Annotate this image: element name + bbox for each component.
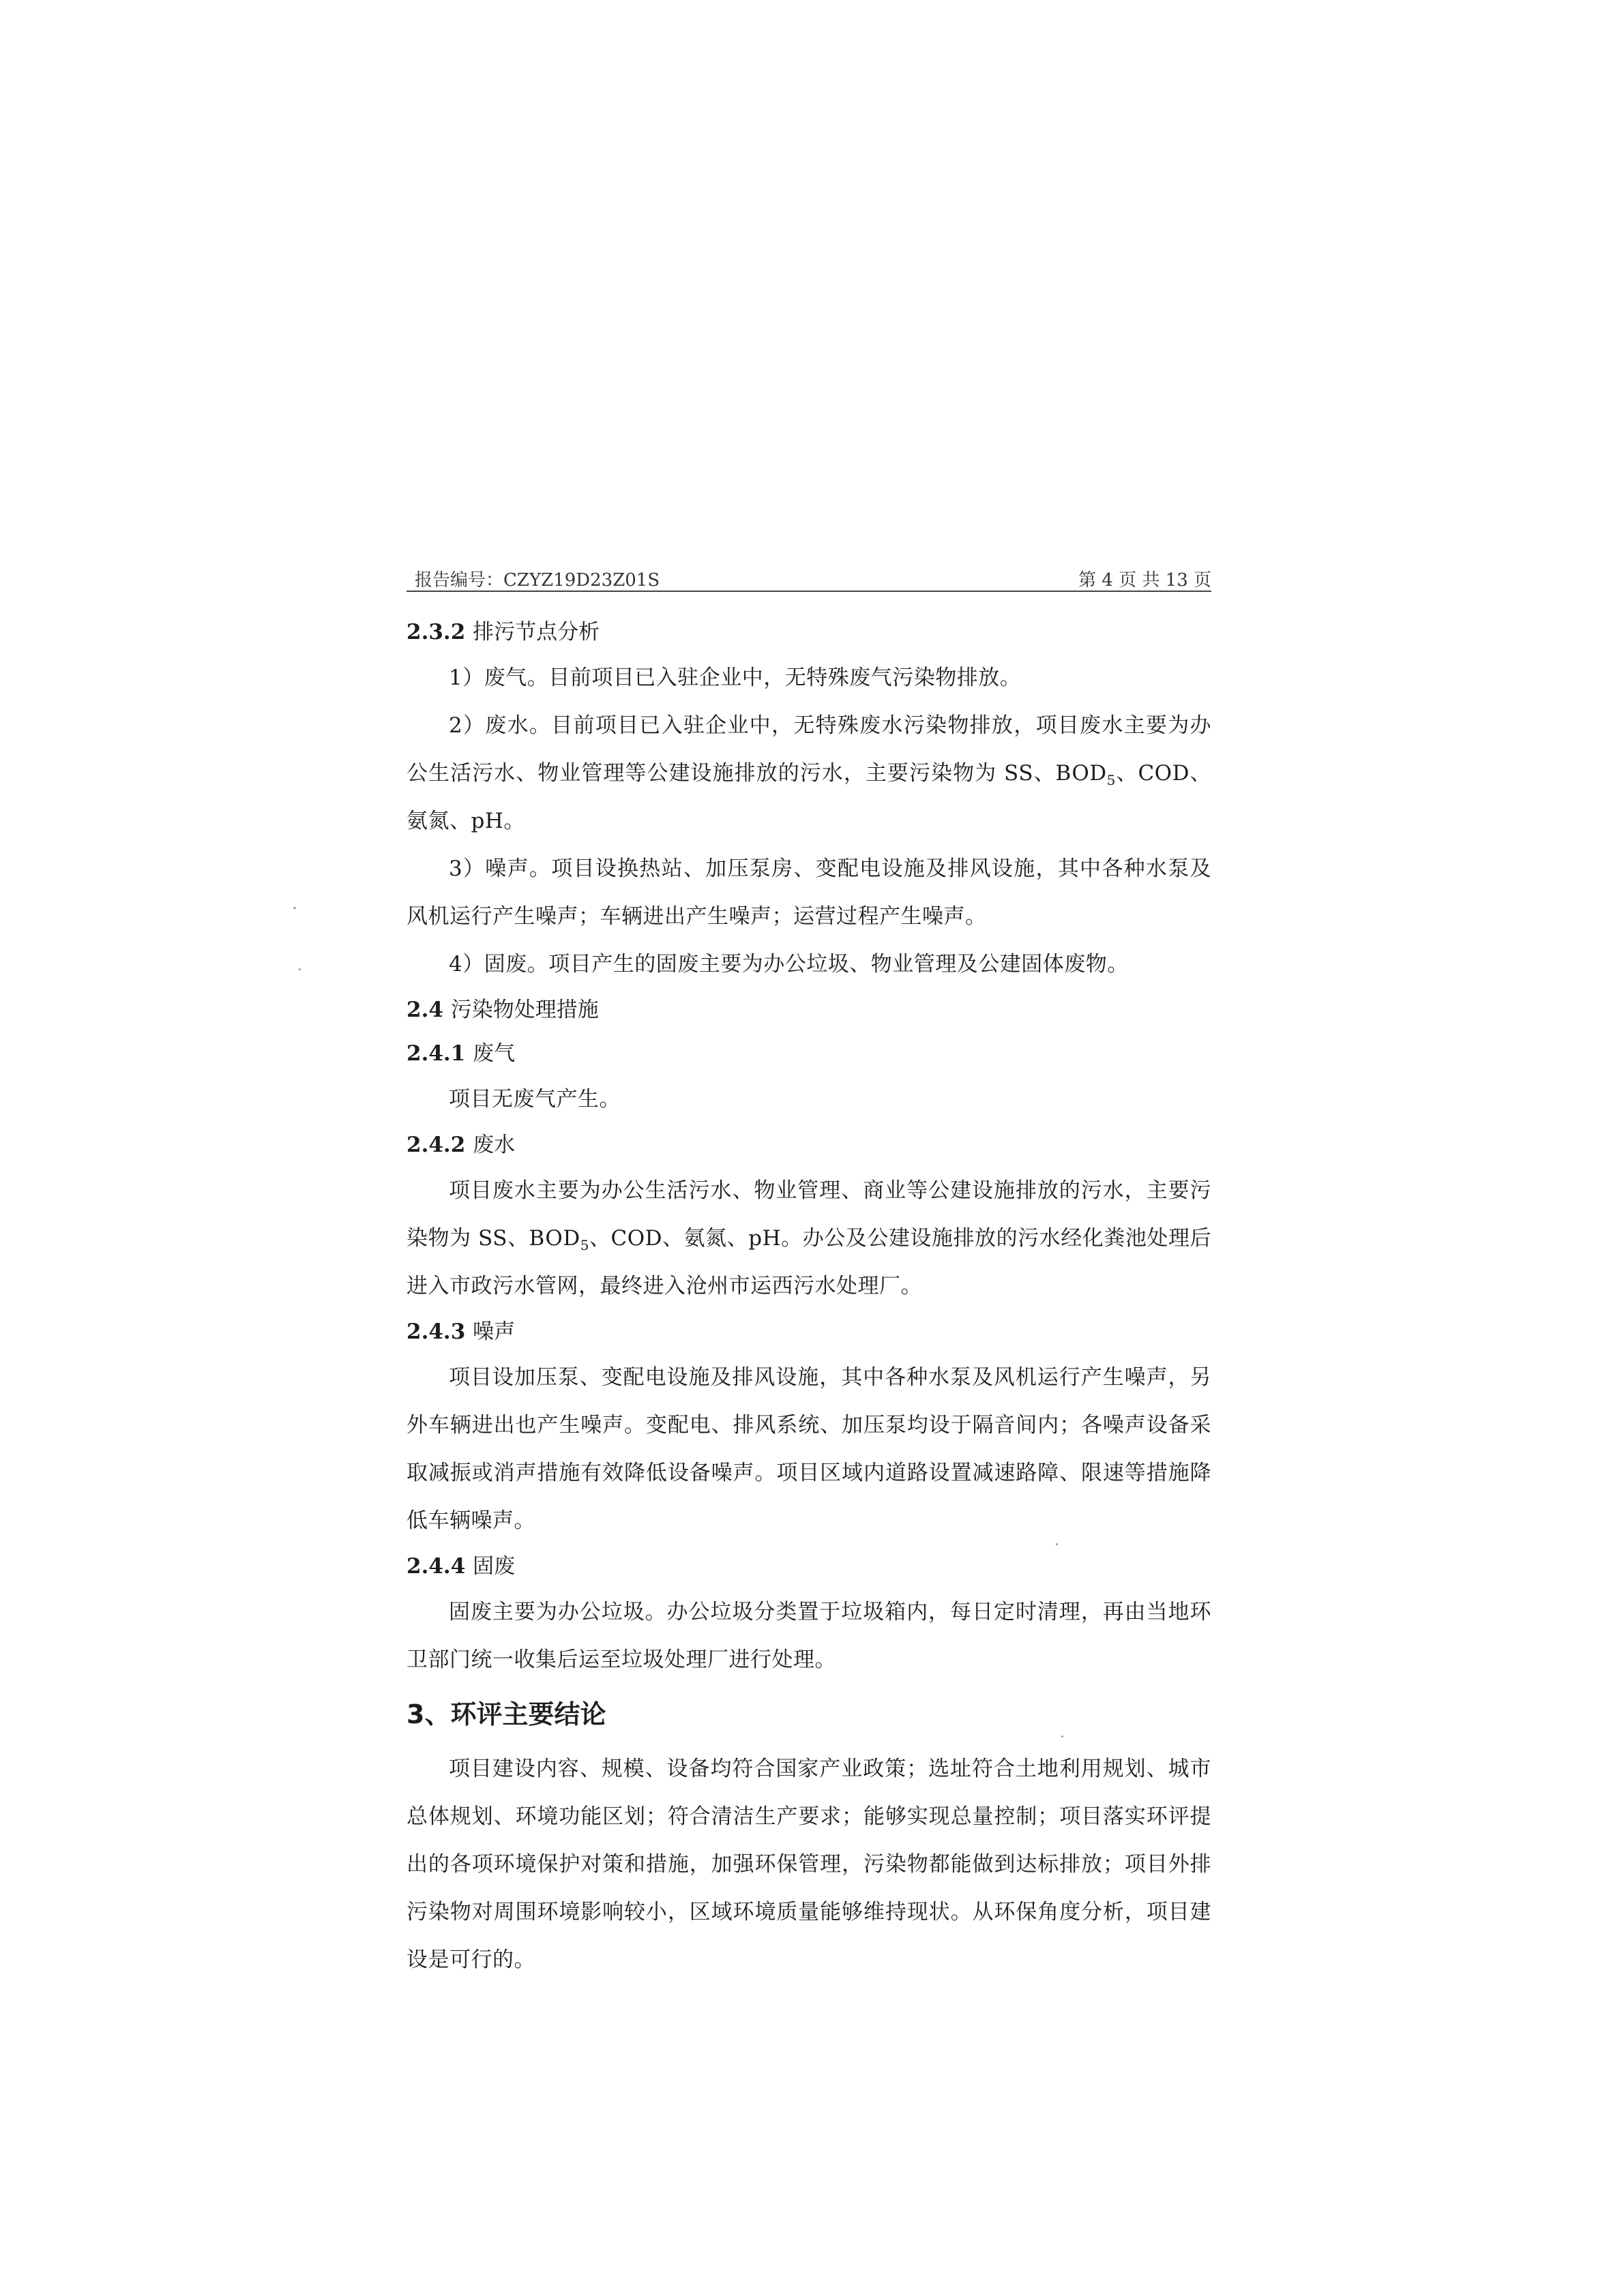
conclusion-text: 项目建设内容、规模、设备均符合国家产业政策；选址符合土地利用规划、城市总体规划、环境功能区划；符合清洁生产要求；能够实现总量控制；项目落实环评提出的各项环境保护对策和措施，加强环保管理，污染物都能做到达标排放；项目外排污染物对周围环境影响较小，区域环境质量能够维持现状。从环保角度分析，项目建设是可行的。 xyxy=(407,1757,1211,1972)
document-body xyxy=(407,610,1211,1984)
heading-2-4-1: 2.4.1 废气 xyxy=(407,1041,516,1066)
heading-2-4-3: 2.4.3 噪声 xyxy=(407,1320,516,1344)
item-waste-gas: 1）废气。目前项目已入驻企业中，无特殊废气污染物排放。 xyxy=(449,666,1022,690)
item-waste-water: 2）废水。目前项目已入驻企业中，无特殊废水污染物排放，项目废水主要为办公生活污水、物业管理等公建设施排放的污水，主要污染物为 SS、$BOD_5$、COD、氨氮、pH。 xyxy=(407,713,1211,833)
solid-waste-text: 固废主要为办公垃圾。办公垃圾分类置于垃圾箱内，每日定时清理，再由当地环卫部门统一收集后运至垃圾处理厂进行处理。 xyxy=(407,1600,1211,1672)
scan-speck xyxy=(293,907,296,909)
scan-speck xyxy=(1056,1543,1058,1545)
scan-speck xyxy=(299,968,301,970)
heading-2-3-2: 2.3.2 排污节点分析 xyxy=(407,620,600,644)
noise-text: 项目设加压泵、变配电设施及排风设施，其中各种水泵及风机运行产生噪声，另外车辆进出也产生噪声。变配电、排风系统、加压泵均设于隔音间内；各噪声设备采取减振或消声措施有效降低设备噪声。项目区域内道路设置减速路障、限速等措施降低车辆噪声。 xyxy=(407,1365,1211,1533)
heading-2-4: 2.4 污染物处理措施 xyxy=(407,998,599,1022)
report-number: 报告编号：CZYZ19D23Z01S xyxy=(415,570,660,591)
page-header xyxy=(407,558,1211,592)
header-divider xyxy=(407,591,1211,592)
heading-2-4-4: 2.4.4 固废 xyxy=(407,1554,516,1579)
page-number: 第 4 页 共 13 页 xyxy=(1078,570,1211,591)
heading-3-conclusion: 3、环评主要结论 xyxy=(407,1699,606,1729)
scan-speck xyxy=(1061,1735,1063,1738)
item-noise: 3）噪声。项目设换热站、加压泵房、变配电设施及排风设施，其中各种水泵及风机运行产生噪声；车辆进出产生噪声；运营过程产生噪声。 xyxy=(407,856,1211,929)
waste-water-text: 项目废水主要为办公生活污水、物业管理、商业等公建设施排放的污水，主要污染物为 SS、$BOD_5$、COD、氨氮、pH。办公及公建设施排放的污水经化粪池处理后进入市政污水管网，最终进入沧州市运西污水处理厂。 xyxy=(407,1178,1211,1298)
item-solid-waste: 4）固废。项目产生的固废主要为办公垃圾、物业管理及公建固体废物。 xyxy=(449,952,1129,976)
waste-gas-text: 项目无废气产生。 xyxy=(449,1087,621,1112)
heading-2-4-2: 2.4.2 废水 xyxy=(407,1133,516,1157)
